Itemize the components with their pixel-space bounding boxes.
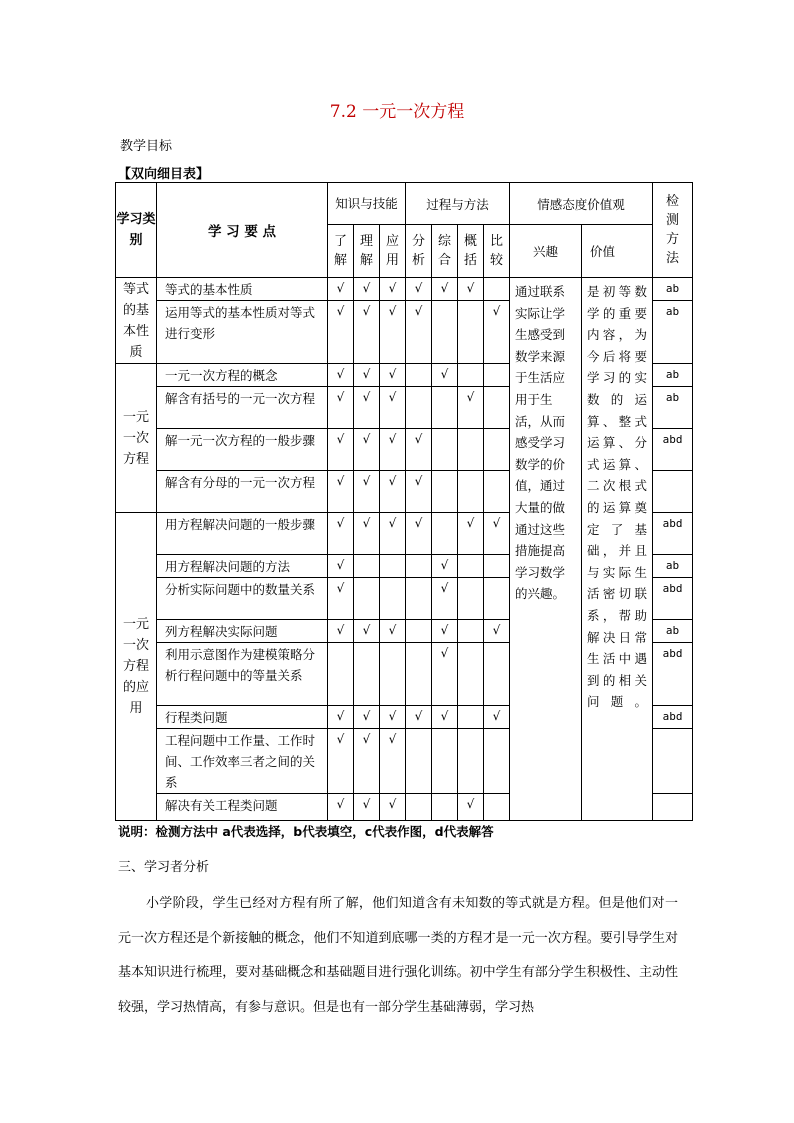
empty-cell (380, 643, 406, 706)
learning-point: 行程类问题 (157, 706, 328, 729)
empty-cell (432, 429, 458, 471)
category-cell: 等式的基本性质 (116, 278, 157, 364)
interest-cell: 通过联系实际让学生感受到数学来源于生活应用于生活，从而感受学习数学的价值，通过大量的做通过这些措施提高学习数学的兴趣。 (510, 278, 582, 821)
empty-cell (484, 555, 510, 578)
sub-header: 概括 (458, 225, 484, 278)
detection-method: abd (653, 706, 693, 729)
learning-point: 一元一次方程的概念 (157, 364, 328, 387)
check-mark: √ (432, 643, 458, 706)
learning-point: 利用示意图作为建模策略分析行程问题中的等量关系 (157, 643, 328, 706)
learning-point: 等式的基本性质 (157, 278, 328, 301)
header-method: 检测方法 (653, 183, 693, 278)
empty-cell (458, 620, 484, 643)
check-mark: √ (354, 471, 380, 513)
header-knowledge: 知识与技能 (328, 183, 406, 225)
empty-cell (458, 729, 484, 794)
category-cell: 一元一次方程的应用 (116, 513, 157, 821)
check-mark: √ (328, 513, 354, 555)
detection-method: ab (653, 620, 693, 643)
detection-method: abd (653, 513, 693, 555)
empty-cell (406, 364, 432, 387)
sub-header: 理解 (354, 225, 380, 278)
check-mark: √ (328, 278, 354, 301)
empty-cell (432, 729, 458, 794)
check-mark: √ (328, 364, 354, 387)
learning-point: 用方程解决问题的方法 (157, 555, 328, 578)
check-mark: √ (406, 301, 432, 364)
check-mark: √ (380, 471, 406, 513)
empty-cell (432, 794, 458, 821)
check-mark: √ (432, 706, 458, 729)
empty-cell (484, 578, 510, 620)
teaching-goal-label: 教学目标 (120, 139, 173, 154)
check-mark: √ (328, 555, 354, 578)
detection-method (653, 471, 693, 513)
check-mark: √ (406, 471, 432, 513)
check-mark: √ (432, 555, 458, 578)
check-mark: √ (354, 364, 380, 387)
learning-point: 解含有分母的一元一次方程 (157, 471, 328, 513)
empty-cell (458, 364, 484, 387)
check-mark: √ (354, 301, 380, 364)
check-mark: √ (458, 278, 484, 301)
check-mark: √ (380, 794, 406, 821)
check-mark: √ (354, 706, 380, 729)
check-mark: √ (328, 706, 354, 729)
learning-point: 工程问题中工作量、工作时间、工作效率三者之间的关系 (157, 729, 328, 794)
empty-cell (458, 555, 484, 578)
empty-cell (406, 643, 432, 706)
check-mark: √ (484, 301, 510, 364)
check-mark: √ (328, 429, 354, 471)
learning-point: 解一元一次方程的一般步骤 (157, 429, 328, 471)
empty-cell (484, 794, 510, 821)
detection-method: abd (653, 429, 693, 471)
learning-point: 解含有括号的一元一次方程 (157, 387, 328, 429)
sub-header: 价值 (582, 225, 653, 278)
check-mark: √ (432, 620, 458, 643)
empty-cell (380, 578, 406, 620)
empty-cell (380, 555, 406, 578)
check-mark: √ (380, 729, 406, 794)
detection-method (653, 729, 693, 794)
detection-method: ab (653, 278, 693, 301)
learning-point: 用方程解决问题的一般步骤 (157, 513, 328, 555)
empty-cell (406, 387, 432, 429)
check-mark: √ (328, 578, 354, 620)
empty-cell (432, 513, 458, 555)
check-mark: √ (380, 513, 406, 555)
check-mark: √ (328, 620, 354, 643)
header-process: 过程与方法 (406, 183, 510, 225)
check-mark: √ (328, 794, 354, 821)
check-mark: √ (328, 729, 354, 794)
empty-cell (484, 471, 510, 513)
check-mark: √ (354, 278, 380, 301)
empty-cell (328, 643, 354, 706)
check-mark: √ (406, 706, 432, 729)
empty-cell (354, 578, 380, 620)
check-mark: √ (380, 620, 406, 643)
check-mark: √ (380, 429, 406, 471)
sub-header: 兴趣 (510, 225, 582, 278)
check-mark: √ (380, 278, 406, 301)
empty-cell (458, 429, 484, 471)
empty-cell (458, 706, 484, 729)
detection-method: ab (653, 364, 693, 387)
check-mark: √ (328, 471, 354, 513)
check-mark: √ (406, 278, 432, 301)
check-mark: √ (354, 513, 380, 555)
sub-header: 分析 (406, 225, 432, 278)
detection-method: ab (653, 555, 693, 578)
sub-header: 比较 (484, 225, 510, 278)
empty-cell (484, 387, 510, 429)
empty-cell (458, 471, 484, 513)
check-mark: √ (432, 578, 458, 620)
empty-cell (484, 364, 510, 387)
header-category: 学习类别 (116, 183, 157, 278)
empty-cell (354, 555, 380, 578)
empty-cell (354, 643, 380, 706)
detection-method: ab (653, 387, 693, 429)
check-mark: √ (458, 513, 484, 555)
specification-table (115, 182, 693, 821)
document-title: 7.2 一元一次方程 (329, 102, 465, 122)
check-mark: √ (484, 706, 510, 729)
empty-cell (432, 387, 458, 429)
value-cell: 是初等数学的重要内容，为今后将要学习的实数的运算、整式运算、分式运算、二次根式的运算奠定了基础，并且与实际生活密切联系，帮助解决日常生活中遇到的相关问题。 (582, 278, 653, 821)
check-mark: √ (406, 513, 432, 555)
sub-header: 综合 (432, 225, 458, 278)
check-mark: √ (328, 387, 354, 429)
check-mark: √ (458, 794, 484, 821)
check-mark: √ (484, 513, 510, 555)
check-mark: √ (328, 301, 354, 364)
header-points: 学 习 要 点 (157, 183, 328, 278)
check-mark: √ (458, 387, 484, 429)
detection-method: ab (653, 301, 693, 364)
empty-cell (432, 471, 458, 513)
sub-header: 了解 (328, 225, 354, 278)
sub-header: 应用 (380, 225, 406, 278)
empty-cell (406, 620, 432, 643)
learner-analysis-paragraph: 小学阶段，学生已经对方程有所了解，他们知道含有未知数的等式就是方程。但是他们对一元一次方程还是个新接触的概念，他们不知道到底哪一类的方程才是一元一次方程。要引导学生对基本知识进行梳理，要对基础概念和基础题目进行强化训练。初中学生有部分学生积极性、主动性较强，学习热情高，有参与意识。但是也有一部分学生基础薄弱，学习热 (118, 896, 678, 1015)
check-mark: √ (484, 620, 510, 643)
check-mark: √ (406, 429, 432, 471)
empty-cell (484, 643, 510, 706)
category-cell: 一元一次方程 (116, 364, 157, 513)
empty-cell (484, 729, 510, 794)
check-mark: √ (432, 364, 458, 387)
check-mark: √ (354, 429, 380, 471)
empty-cell (458, 301, 484, 364)
learning-point: 运用等式的基本性质对等式进行变形 (157, 301, 328, 364)
check-mark: √ (380, 301, 406, 364)
check-mark: √ (354, 620, 380, 643)
check-mark: √ (380, 706, 406, 729)
empty-cell (458, 578, 484, 620)
empty-cell (484, 429, 510, 471)
learning-point: 分析实际问题中的数量关系 (157, 578, 328, 620)
empty-cell (406, 555, 432, 578)
check-mark: √ (432, 278, 458, 301)
header-emotion: 情感态度价值观 (510, 183, 653, 225)
empty-cell (484, 278, 510, 301)
section-title: 三、学习者分析 (118, 860, 210, 875)
check-mark: √ (354, 794, 380, 821)
empty-cell (406, 794, 432, 821)
detection-method (653, 794, 693, 821)
learning-point: 列方程解决实际问题 (157, 620, 328, 643)
detection-method: abd (653, 578, 693, 620)
empty-cell (406, 578, 432, 620)
empty-cell (406, 729, 432, 794)
check-mark: √ (354, 387, 380, 429)
table-caption: 【双向细目表】 (118, 167, 210, 182)
learning-point: 解决有关工程类问题 (157, 794, 328, 821)
check-mark: √ (380, 364, 406, 387)
table-row (116, 278, 693, 301)
check-mark: √ (354, 729, 380, 794)
empty-cell (432, 301, 458, 364)
check-mark: √ (380, 387, 406, 429)
method-note: 说明：检测方法中 a代表选择，b代表填空，c代表作图，d代表解答 (118, 824, 494, 839)
empty-cell (458, 643, 484, 706)
detection-method: abd (653, 643, 693, 706)
